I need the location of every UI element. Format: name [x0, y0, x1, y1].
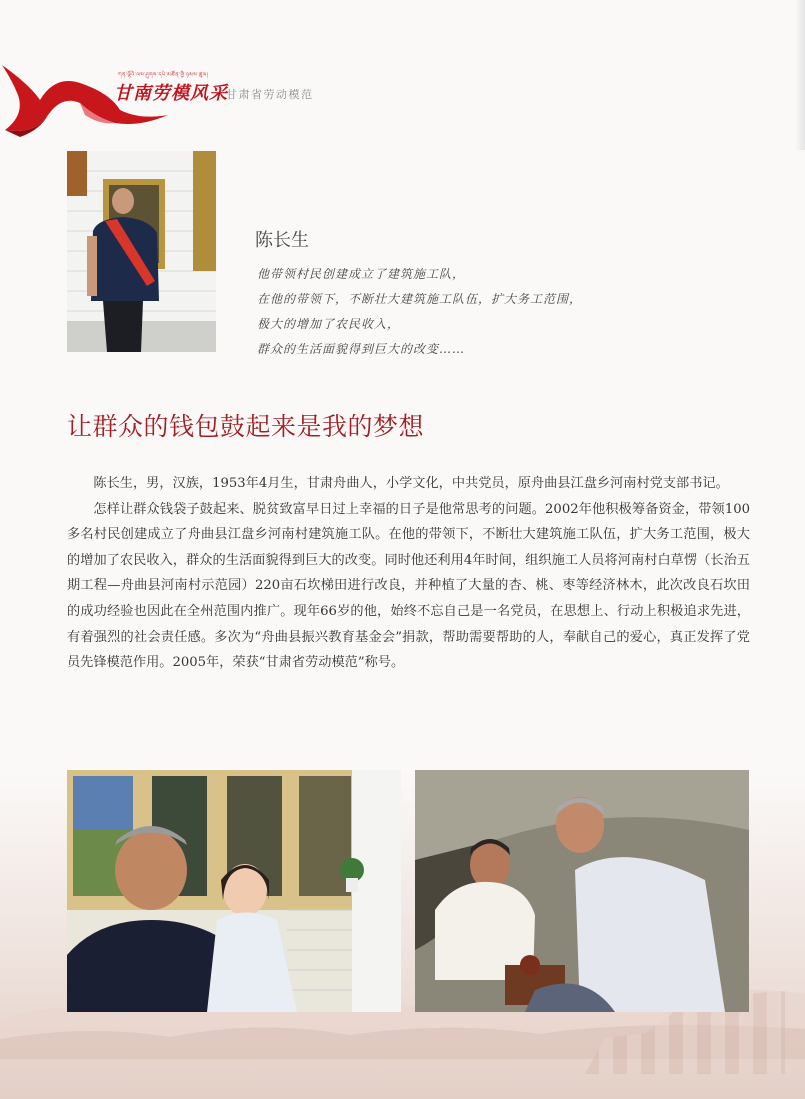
tibetan-title: ཀན་ལྷོའི་ལས་ཤུགས་དཔེ་མཚོན་གྱི་ཉམས་ཚུལ། — [118, 72, 209, 78]
intro-line: 群众的生活面貌得到巨大的改变…… — [257, 342, 466, 356]
paragraph: 怎样让群众钱袋子鼓起来、脱贫致富早日过上幸福的日子是他常思考的问题。2002年他积极筹备资金，带领100多名村民创建成立了舟曲县江盘乡河南村建筑施工队。在他的带领下，不断壮大建筑施工队伍，扩大务工范围，极大的增加了农民收入，群众的生活面貌得到巨大的改变。同时他还利用4年时间，组织施工人员将河南村白草愣（长治五期工程—舟曲县河南村示范园）220亩石坎梯田进行改良，并种植了大量的杏、桃、枣等经济林木，此次改良石坎田的成功经验也因此在全州范围内推广。现年66岁的他，始终不忘自己是一名党员，在思想上、行动上积极追求先进，有着强烈的社会责任感。多次为“舟曲县振兴教育基金会”捐款，帮助需要帮助的人，奉献自己的爱心，真正发挥了党员先锋模范作用。2005年，荣获“甘肃省劳动模范”称号。 — [67, 501, 750, 671]
intro-line: 他带领村民创建成立了建筑施工队， — [257, 267, 466, 281]
portrait-photo — [67, 151, 216, 352]
paragraph: 陈长生，男，汉族，1953年4月生，甘肃舟曲人，小学文化，中共党员，原舟曲县江盘乡河南村党支部书记。 — [93, 476, 729, 491]
page-edge-shadow — [795, 0, 805, 150]
intro-line: 极大的增加了农民收入， — [257, 317, 401, 331]
photo-inspecting-pipe — [415, 770, 749, 1012]
person-name: 陈长生 — [255, 230, 309, 251]
article-body — [67, 471, 750, 676]
series-title: 甘南劳模风采 — [114, 83, 228, 104]
article-headline: 让群众的钱包鼓起来是我的梦想 — [67, 412, 425, 441]
photo-with-granddaughter — [67, 770, 401, 1012]
intro-quote — [257, 262, 757, 362]
category-label: 甘肃省劳动模范 — [226, 88, 314, 101]
intro-line: 在他的带领下，不断壮大建筑施工队伍，扩大务工范围， — [257, 292, 583, 306]
